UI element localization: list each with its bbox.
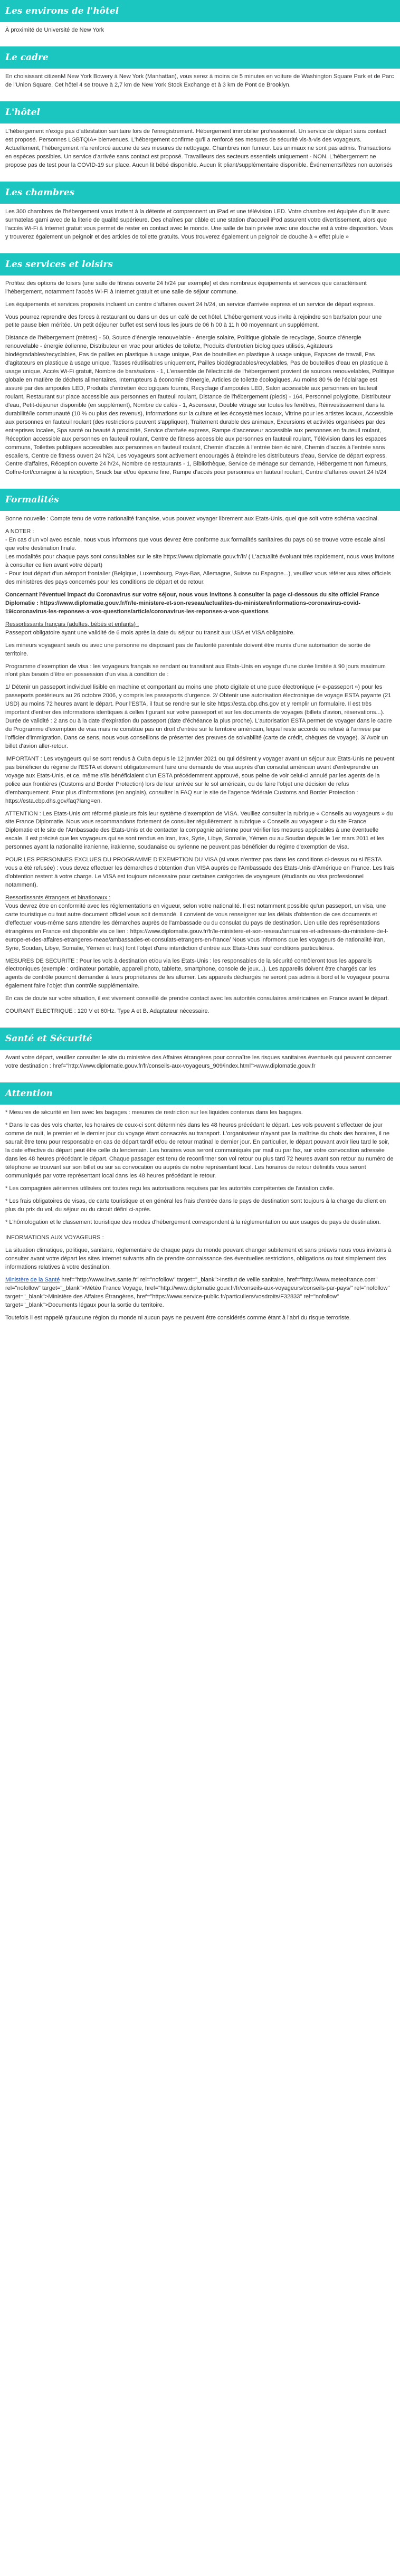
- section-title-chambres: Les chambres: [5, 187, 75, 198]
- formalites-attention: ATTENTION : Les Etats-Unis ont réformé plusieurs fois leur système d'exemption de VISA. Veuillez consulter la rubrique « Conseils au voyageurs » du site France Diplomatie. Nous vous recommandons fortement de consulter régulièrement la rubrique « Conseils au voyageur » du site France Diplomatie et le site de l'Ambassade des Etats-Unis et de contacter la compagnie aérienne pour vérifier les mesures applicables à une éventuelle escale. Il est précisé que les voyageurs qui se sont rendus en Iran, Irak, Syrie, Libye, Somalie, Yémen ou au Soudan depuis le 1er mars 2011 et les personnes ayant la nationalité iranienne, irakienne, soudanaise ou syrienne ne peuvent pas bénéficier du régime d'exemption de visa.: [5, 810, 393, 851]
- formalites-bonne-nouvelle: Bonne nouvelle : Compte tenu de votre nationalité française, vous pouvez voyager librement aux Etats-Unis, quel que soit votre schéma vaccinal.: [5, 516, 379, 522]
- loisirs-amenities-list: Distance de l'hébergement (mètres) - 50, Source d'énergie renouvelable - énergie solaire, Politique globale de recyclage, Source d'énergie renouvelable - énergie éolienne, Distributeur en vrac pour articles de toilette, Produits d'entretien biologiques utilisés, Agitateurs biodégradables/recyclables, Pas de pailles en plastique à usage unique, Pas de bouteilles en plastique à usage unique, Espaces de travail, Pas d'agitateurs en plastique à usage unique, Tasses réutilisables uniquement, Pailles biodégradables/recyclables, Pas de bouteilles d'eau en plastique à usage unique, Accès Wi-Fi gratuit, Nombre de bars/salons - 1, L'ensemble de l'électricité de l'hébergement provient de sources renouvelables, Politique globale en matière de déchets alimentaires, Interrupteurs à économie d'énergie, Articles de toilette écologiques, Au moins 80 % de l'éclairage est assuré par des ampoules LED, Produits d'entretien écologiques fournis, Recyclage d'ampoules LED, Salon accessible aux personnes en fauteuil roulant, Restaurant sur place accessible aux personnes en fauteuil roulant, Distance de l'hébergement (pieds) - 164, Personnel polyglotte, Distributeur d'eau, Petit-déjeuner disponible (en supplément), Nombre de cafés - 1, Ascenseur, Double vitrage sur toutes les fenêtres, Réinvestissement dans la durabilité/le communauté (10 % ou plus des revenus), Informations sur la culture et les écosystèmes locaux, Vitrine pour les artistes locaux, Accessible aux personnes en fauteuil roulant (des restrictions peuvent s'appliquer), Traitement durable des animaux, Excursions et activités organisées par des entreprises locales, Spa santé ou beauté à proximité, Service d'arrivée express, Rampe d'ascenseur accessible aux personnes en fauteuil roulant, Réception accessible aux personnes en fauteuil roulant, Centre de fitness accessible aux personnes en fauteuil roulant, Télévision dans les espaces communs, Toilettes publiques accessibles aux personnes en fauteuil roulant, Chemin d'accès à l'entrée bien éclairé, Chemin d'accès à l'entrée sans escaliers, Centre de fitness ouvert 24 h/24, Les voyageurs sont activement encouragés à éteindre les distributeurs d'eau, Service de départ express, Centre d'affaires, Réception ouverte 24 h/24, Nombre de restaurants - 1, Bibliothèque, Service de ménage sur demande, Hébergement non fumeurs, Coffre-fort/consigne à la réception, Snack bar et/ou épicerie fine, Rampe d'accès pour personnes en fauteuil roulant, Centre d'affaires ouvert 24 h/24: [5, 335, 395, 476]
- formalites-note: Les modalités pour chaque pays sont consultables sur le site https://www.diplomatie.gouv.fr/fr/ ( L'actualité évoluant très rapidement, nous vous invitons à consulter ce lien avant votre départ): [5, 554, 395, 569]
- formalites-mineurs: Les mineurs voyageant seuls ou avec une personne ne disposant pas de l'autorité parentale doivent être munis d'une autorisation de sortie de territoire.: [5, 642, 371, 657]
- section-body-chambres: [0, 204, 400, 253]
- attention-charter: * Dans le cas des vols charter, les horaires de ceux-ci sont déterminés dans les 48 heures précédant le départ. Les vols peuvent s'effectuer de jour comme de nuit, le premier et le dernier jour du voyage étant consacrés au transport. L'organisateur n'ayant pas la maîtrise du choix des horaires, il ne saurait être tenu pour responsable en cas de départ tardif et/ou de retour matinal le dernier jour. En particulier, le départ pouvant avoir lieu tard le soir, la date effective du départ peut être celle du lendemain. Les horaires vous seront communiqués par mail ou par fax, sur votre convocation adressée dans les 48 heures précédant le départ. Chaque passager est tenu de reconfirmer son vol retour ou plus tard 72 heures avant son retour au numéro de téléphone se trouvant sur son billet ou sur sa convocation ou auprès de notre représentant local. Les horaires de retour définitifs vous seront communiqués par votre représentant local dans les 48 heures précédant le retour.: [5, 1122, 394, 1179]
- formalites-exclues: POUR LES PERSONNES EXCLUES DU PROGRAMME D'EXEMPTION DU VISA (si vous n'entrez pas dans les conditions ci-dessus ou si l'ESTA vous a été refusée) : vous devez effectuer les démarches d'obtention d'un VISA auprès de l'Ambassade des Etats-Unis d'Amérique en France. Les frais d'obtention restent à votre charge. Le VISA est toujours nécessaire pour certaines catégories de voyageurs (étudiants ou visa professionnel notamment).: [5, 857, 395, 888]
- formalites-passeport: Passeport obligatoire ayant une validité de 6 mois après la date du séjour ou transit aux USA et VISA obligatoire.: [5, 629, 295, 636]
- attention-liens: [5, 1276, 395, 1310]
- environs-text: À proximité de Université de New York: [5, 27, 104, 34]
- formalites-securite: MESURES DE SECURITE : Pour les vols à destination et/ou via les Etats-Unis : les responsables de la sécurité contrôleront tous les appareils électroniques (exemple : ordinateur portable, appareil photo, tablette, smartphone, console de jeux...). Les appareils doivent être chargés car les agents de contrôle pourront demander à leurs propriétaires de les allumer. Les appareils déchargés ne seront pas admis à bord et le voyageur pourra également faire l'objet d'un contrôle supplémentaire.: [5, 957, 389, 990]
- section-title-formalites: Formalités: [5, 495, 59, 506]
- attention-liens-text: href="http://www.invs.sante.fr" rel="nofollow" target="_blank">Institut de veille sanitaire, href="http://www.meteofrance.com" rel="nofollow" target="_blank">Météo France Voyage, href="http://www.diplomatie.gouv.fr/fr/conseils-aux-voyageurs/conseils-par-pays/" rel="nofollow" target="_blank">Ministère des Affaires Étrangères, href="https://www.service-public.fr/particuliers/vosdroits/F32833" rel="nofollow" target="_blank">Documents légaux pour la sortie du territoire.: [5, 1277, 390, 1308]
- section-header-sante: [0, 1028, 400, 1050]
- formalites-programme: Programme d'exemption de visa : les voyageurs français se rendant ou transitant aux Etats-Unis en voyage d'une durée limitée à 90 jours maximum n'ont plus besoin d'être en possession d'un visa à condition de :: [5, 663, 386, 678]
- formalites-note: - En cas d'un vol avec escale, nous vous informons que vous devrez être conforme aux formalités sanitaires du pays où se trouve votre escale ainsi que votre destination finale.: [5, 537, 385, 552]
- attention-frais: * Les frais obligatoires de visas, de carte touristique et en général les frais d'entrée dans le pays de destination sont toujours à la charge du client en plus du prix du vol, du séjour ou du circuit défini ci-après.: [5, 1197, 386, 1213]
- section-body-environs: [0, 22, 400, 46]
- attention-compagnies: * Les compagnies aériennes utilisées ont toutes reçu les autorisations requises par les autorités compétentes de l'aviation civile.: [5, 1185, 335, 1192]
- formalites-subheading-ressortissants: Ressortissants français (adultes, bébés et enfants) :: [5, 621, 139, 628]
- formalites-important: IMPORTANT : Les voyageurs qui se sont rendus à Cuba depuis le 12 janvier 2021 ou qui désirent y voyager avant un séjour aux Etats-Unis ne peuvent pas bénéficier du régime de l'ESTA et doivent obligatoirement faire une demande de visa auprès d'un consulat américain avant d'entreprendre un voyage aux Etats-Unis, et ce, même s'ils bénéficiaient d'un ESTA précédemment approuvé, sous peine de voir celui-ci annulé par les agents de la police aux frontières (Customs and Border Protection) lors de leur arrivée sur le sol américain, ou de faire l'objet une décision de refus d'embarquement. Pour plus d'informations (en anglais), consulter la FAQ sur le site de l'agence fédérale Customs and Border Protection : https://esta.cbp.dhs.gov/faq?lang=en.: [5, 755, 395, 804]
- section-body-hotel: [0, 123, 400, 182]
- section-title-environs: Les environs de l'hôtel: [5, 6, 119, 16]
- chambres-text: Les 300 chambres de l'hébergement vous invitent à la détente et comprennent un iPad et une télévision LED. Votre chambre est équipée d'un lit avec surmatelas garni avec de la literie de qualité supérieure. Des chaînes par câble et une station d'accueil iPod assurent votre divertissement, alors que l'accès Wi-Fi à Internet gratuit vous permet de rester en contact avec le monde. Une salle de bain privée avec une douche est à votre disposition. Vous y trouverez également un peignoir et des articles de toilette gratuits. Vous trouverez également un peignoir de douche à « effet pluie »: [5, 208, 393, 240]
- section-body-attention: [0, 1105, 400, 1334]
- attention-infos-title: INFORMATIONS AUX VOYAGEURS :: [5, 1234, 104, 1241]
- attention-infos: La situation climatique, politique, sanitaire, réglementaire de chaque pays du monde pouvant changer subitement et sans préavis nous vous invitons à consulter avant votre départ les sites Internet suivants afin de prendre connaissance des éventuelles restrictions, obligations ou tout simplement des informations relatives à votre destination.: [5, 1247, 392, 1271]
- loisirs-paragraph: Les équipements et services proposés incluent un centre d'affaires ouvert 24 h/24, un service d'arrivée express et un service de départ express.: [5, 301, 375, 308]
- formalites-coronavirus: Concernant l'éventuel impact du Coronavirus sur votre séjour, nous vous invitons à consulter la page ci-dessous du site officiel France Diplomatie : https://www.diplomatie.gouv.fr/fr/le-ministere-et-son-reseau/actualites-du-ministere/informations-coronavirus-covid-19/coronavirus-les-reponses-a-vos-questions/article/coronavirus-les-reponses-a-vos-questions: [5, 591, 379, 615]
- section-body-cadre: [0, 69, 400, 101]
- formalites-doute: En cas de doute sur votre situation, il est vivement conseillé de prendre contact avec les autorités consulaires américaines en France avant le départ.: [5, 995, 389, 1002]
- section-header-hotel: [0, 101, 400, 123]
- cadre-text: En choisissant citizenM New York Bowery à New York (Manhattan), vous serez à moins de 5 minutes en voiture de Washington Square Park et de Parc de l'Union Square. Cet hôtel 4 se trouve à 2,7 km de New York Stock Exchange et à 3 km de Pont de Brooklyn.: [5, 73, 394, 89]
- formalites-subheading-etrangers: Ressortissants étrangers et binationaux :: [5, 894, 111, 901]
- ministere-sante-link[interactable]: Ministère de la Santé: [5, 1277, 60, 1284]
- section-title-loisirs: Les services et loisirs: [5, 259, 113, 270]
- section-header-formalites: [0, 489, 400, 511]
- loisirs-paragraph: Profitez des options de loisirs (une salle de fitness ouverte 24 h/24 par exemple) et des nombreux équipements et services que caractérisent l'hébergement, notamment l'accès Wi-Fi à Internet gratuit et une salle de séjour commune.: [5, 280, 367, 295]
- section-title-hotel: L'hôtel: [5, 107, 40, 118]
- hotel-text: L'hébergement n'exige pas d'attestation sanitaire lors de l'enregistrement. Hébergement immobilier professionnel. Un service de départ sans contact est proposé. Personnes LGBTQIA+ bienvenues. L'hébergement confirme qu'il a renforcé ses mesures de sécurité vis-à-vis des voyageurs. Actuellement, l'hébergement n'a renforcé aucune de ses mesures de nettoyage. Chambres non fumeur. Les animaux ne sont pas admis. Transactions en espèces possibles. Un service d'arrivée sans contact est proposé. Travailleurs des secteurs essentiels uniquement - NON. L'hébergement ne propose pas de test pour la COVID-19 sur place. Aucun lit bébé disponible. Aucun lit pliant/supplémentaire disponible. Événements/fêtes non autorisés: [5, 128, 393, 168]
- formalites-conditions: 1/ Détenir un passeport individuel lisible en machine et comportant au moins une photo digitale et une puce électronique (« e-passeport ») pour les passeports postérieurs au 26 octobre 2006, y compris les passeports d'urgence. 2/ Obtenir une autorisation électronique de voyage ESTA payante (21 USD) au moins 72 heures avant le départ. Pour l'ESTA, il faut se rendre sur le site https://esta.cbp.dhs.gov et y remplir un formulaire. Il est très important d'entrer des informations identiques à celles figurant sur votre passeport et sur les documents de voyages (billets d'avion, réservations...). Durée de validité : 2 ans ou à la date d'expiration du passeport (date d'échéance la plus proche). L'autorisation ESTA permet de voyager dans le cadre du Programme d'exemption de visa mais ne constitue pas un droit d'entrée sur le territoire américain, lequel reste accordé ou refusé à l'arrivée par l'officier d'immigration. Dans ce sens, nous vous conseillons de présenter des preuves de solvabilité (carte de crédit, chèques de voyage). 3/ Avoir un billet d'avion aller-retour.: [5, 684, 392, 749]
- section-header-chambres: [0, 182, 400, 204]
- section-title-cadre: Le cadre: [5, 52, 49, 63]
- section-title-attention: Attention: [5, 1088, 53, 1099]
- section-title-sante: Santé et Sécurité: [5, 1033, 92, 1044]
- formalites-note-title: A NOTER :: [5, 528, 34, 535]
- section-header-attention: [0, 1082, 400, 1105]
- section-body-formalites: [0, 511, 400, 1028]
- formalites-etrangers: Vous devrez être en conformité avec les réglementations en vigueur, selon votre nationalité. Il est notamment possible qu'un passeport, un visa, une carte touristique ou tout autre document officiel vous soit demandé. Il convient de vous renseigner sur les délais d'obtention de ces documents et d'effectuer vous-même sans attendre les démarches auprès de l'ambassade ou du consulat du pays de destination. Lien utile des représentations étrangères en France est disponible via ce lien : https://www.diplomatie.gouv.fr/fr/le-ministere-et-son-reseau/annuaires-et-adresses-du-ministere-de-l-europe-et-des-affaires-etrangeres-meae/ambassades-et-consulats-etrangers-en-france/ Nous vous informons que les voyageurs de nationalité Iran, Syrie, Soudan, Libye, Somalie, Yémen et Irak) font l'objet d'une interdiction d'entrée aux Etats-Unis sauf conditions particulières.: [5, 902, 388, 952]
- loisirs-paragraph: Vous pourrez reprendre des forces à restaurant ou dans un des un café de cet hôtel. L'hébergement vous invite à rejoindre son bar/salon pour une petite pause bien méritée. Un petit déjeuner buffet est servi tous les jours de 06 h 00 à 11 h 00 moyennant un supplément.: [5, 313, 382, 329]
- section-header-cadre: [0, 46, 400, 69]
- sante-text: Avant votre départ, veuillez consulter le site du ministère des Affaires étrangères pour connaître les risques sanitaires éventuels qui peuvent concerner votre destination : href="http://www.diplomatie.gouv.fr/fr/conseils-aux-voyageurs_909/index.html">www.diplomatie.gouv.fr: [5, 1054, 392, 1070]
- section-body-loisirs: [0, 275, 400, 489]
- section-header-loisirs: [0, 253, 400, 275]
- section-body-sante: [0, 1050, 400, 1082]
- formalites-courant: COURANT ELECTRIQUE : 120 V et 60Hz. Type A et B. Adaptateur nécessaire.: [5, 1008, 209, 1015]
- attention-bagages: * Mesures de sécurité en lien avec les bagages : mesures de restriction sur les liquides contenus dans les bagages.: [5, 1109, 303, 1116]
- attention-homologation: * L'hômologation et le classement touristique des modes d'hébergement correspondent à la réglementation ou aux usages du pays de destination.: [5, 1219, 381, 1225]
- attention-terrorisme: Toutefois il est rappelé qu'aucune région du monde ni aucun pays ne peuvent être considérés comme étant à l'abri du risque terroriste.: [5, 1314, 351, 1321]
- formalites-note: - Pour tout départ d'un aéroport frontalier (Belgique, Luxembourg, Pays-Bas, Allemagne, Suisse ou Espagne...), veuillez vous référer aux sites officiels des ministères des pays concernés pour les conditions de départ et de retour.: [5, 571, 391, 585]
- section-header-environs: [0, 0, 400, 22]
